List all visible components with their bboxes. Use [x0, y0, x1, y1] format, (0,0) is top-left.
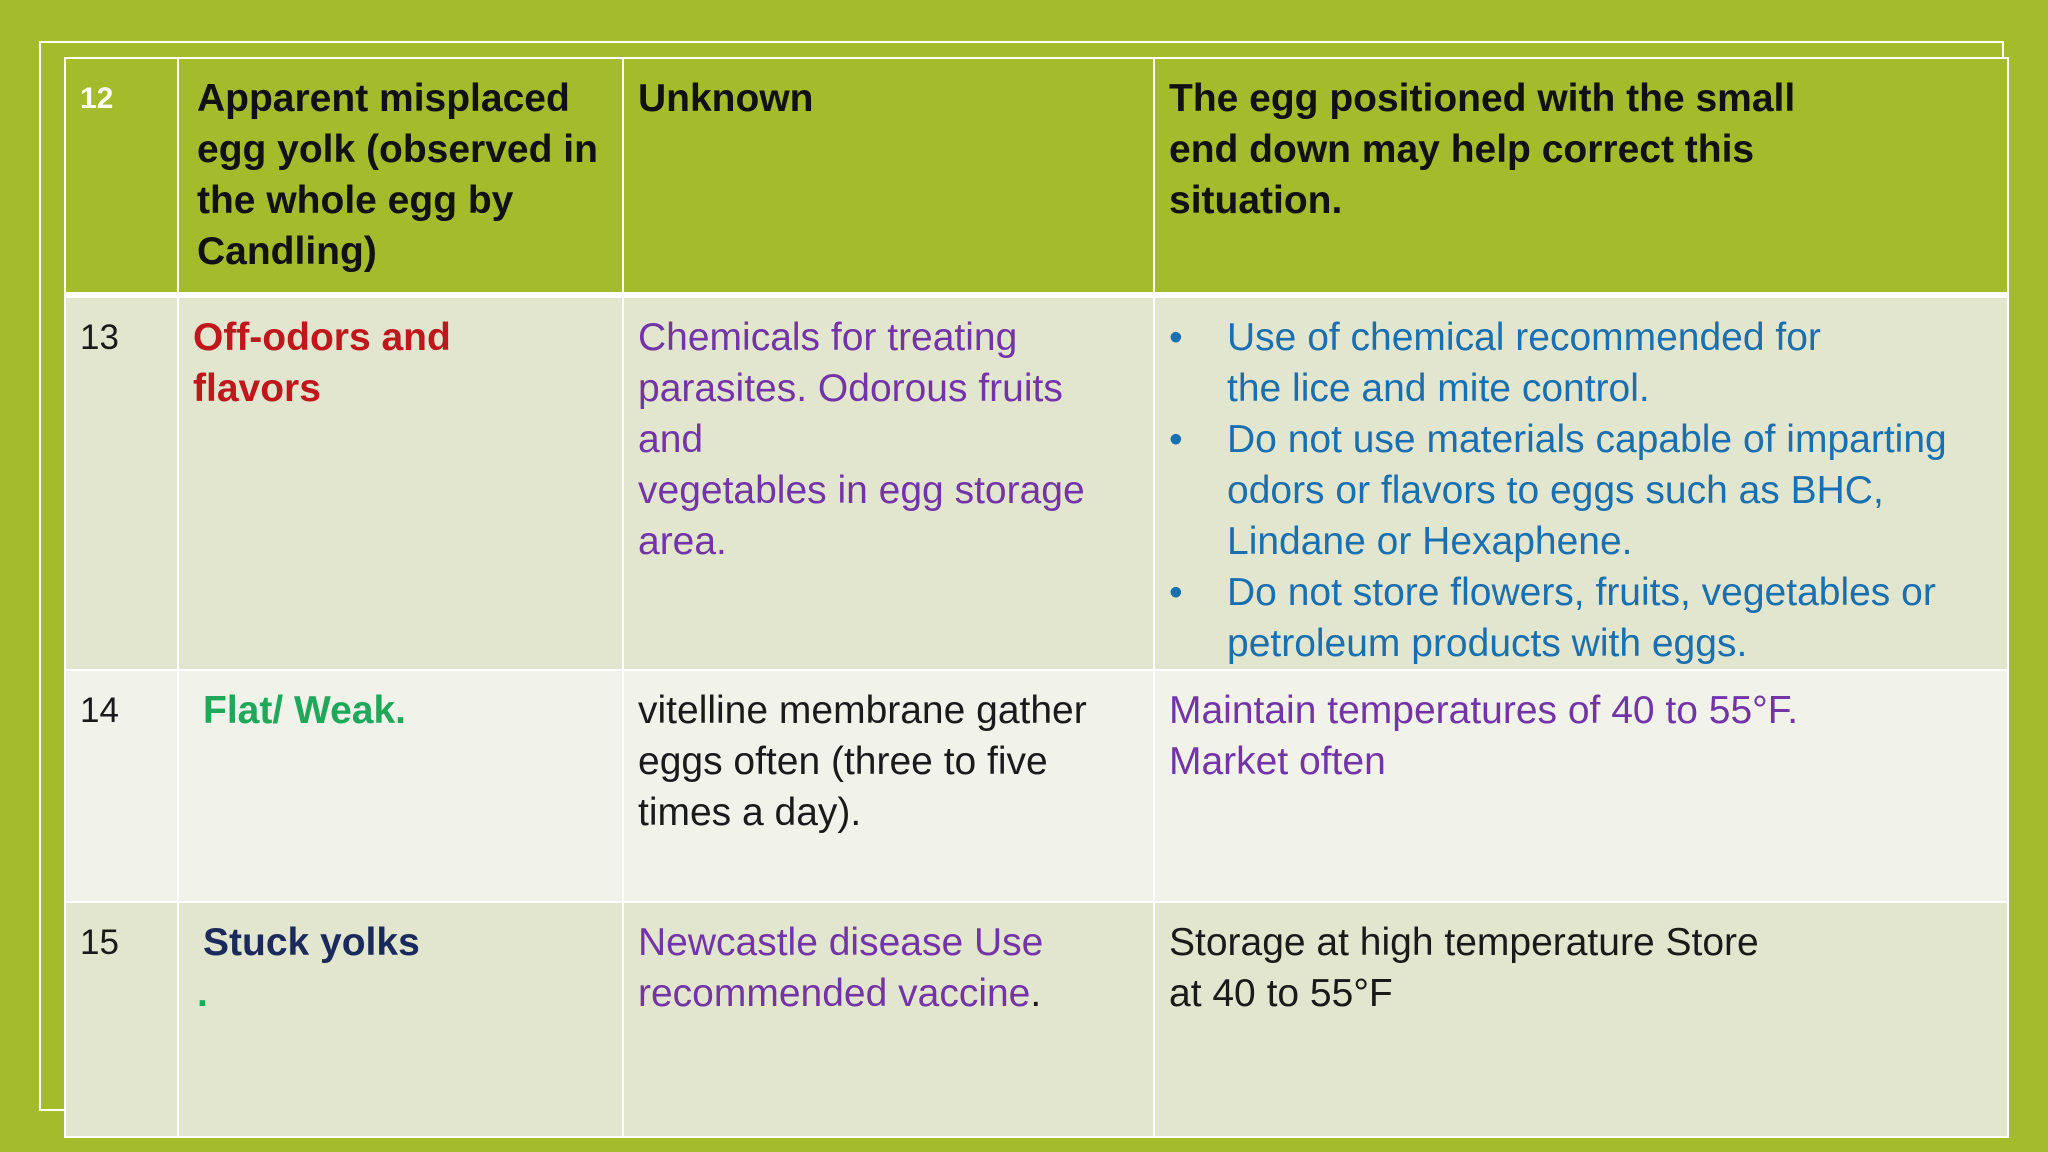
problem-mark: .	[197, 972, 208, 1015]
prevention-line: Maintain temperatures of 40 to 55°F.	[1169, 689, 1799, 732]
prevention-line: at 40 to 55°F	[1169, 972, 1393, 1015]
prevention-cell	[1154, 295, 2008, 670]
cause-cell	[623, 902, 1154, 1137]
problem-cell: Apparent misplaced egg yolk (observed in the whole egg by Candling)	[178, 58, 623, 295]
bullet-text: Do not use materials capable of imparting odors or flavors to eggs such as BHC, Lindane or Hexaphene.	[1227, 418, 1947, 563]
table-row	[65, 58, 2008, 295]
list-item	[1169, 312, 1993, 414]
row-number: 12	[65, 58, 178, 295]
row-number: 15	[65, 902, 178, 1137]
prevention-cell	[1154, 670, 2008, 902]
prevention-line: Storage at high temperature Store	[1169, 921, 1759, 964]
cause-cell	[623, 295, 1154, 670]
bullet-text: Use of chemical recommended for the lice and mite control.	[1227, 316, 1821, 410]
cause-cell: Unknown	[623, 58, 1154, 295]
prevention-cell: The egg positioned with the small end down may help correct this situation.	[1154, 58, 2008, 295]
problem-cell: Off-odors and flavors	[178, 295, 623, 670]
bullet-text: Do not store flowers, fruits, vegetables or petroleum products with eggs.	[1227, 571, 1936, 665]
list-item	[1169, 567, 1993, 669]
list-item	[1169, 414, 1993, 567]
bullet-icon: •	[1169, 418, 1183, 461]
cause-end: .	[1030, 972, 1042, 1015]
cause-line: Chemicals for treating parasites. Odorous fruits and	[638, 316, 1063, 461]
table-row	[65, 670, 2008, 902]
prevention-list	[1169, 312, 1993, 669]
row-number: 14	[65, 670, 178, 902]
problem-text: Stuck yolks	[203, 921, 420, 964]
cause-text: Newcastle disease Use recommended vaccine	[638, 921, 1044, 1015]
prevention-cell	[1154, 902, 2008, 1137]
bullet-icon: •	[1169, 316, 1183, 359]
problem-cell: Flat/ Weak.	[178, 670, 623, 902]
problem-cell	[178, 902, 623, 1137]
table-row	[65, 902, 2008, 1137]
bullet-icon: •	[1169, 571, 1183, 614]
row-number: 13	[65, 295, 178, 670]
prevention-line: Market often	[1169, 740, 1386, 783]
cause-line: vegetables in egg storage area.	[638, 469, 1085, 563]
egg-problems-table	[64, 57, 2009, 1138]
cause-cell: vitelline membrane gather eggs often (three to five times a day).	[623, 670, 1154, 902]
table-row	[65, 295, 2008, 670]
